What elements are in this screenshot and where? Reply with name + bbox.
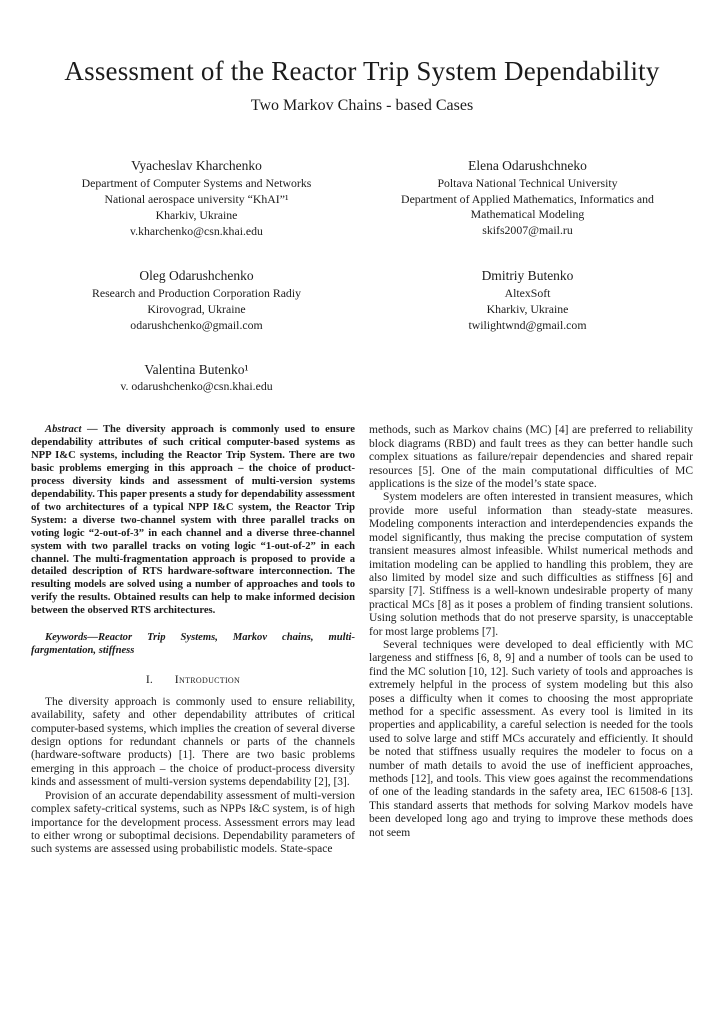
keywords-label: Keywords	[45, 632, 88, 644]
paper-subtitle: Two Markov Chains - based Cases	[250, 97, 474, 115]
author-email: v.kharchenko@csn.khai.edu	[130, 223, 263, 238]
author-affiliation-line: Poltava National Technical University	[437, 175, 618, 190]
author-row-3	[31, 361, 693, 395]
author-affiliation-line: National aerospace university “KhAI”¹	[104, 191, 289, 206]
paper-title: Assessment of the Reactor Trip System Dependability	[64, 56, 660, 86]
right-column	[369, 424, 693, 856]
intro-paragraph-1: The diversity approach is commonly used to ensure reliability, availability, safety and other dependability attributes of critical computer-based systems, which implies the creation of several diverse design options for redundant channels or parts of the channels (hardware-software products) [1]. There are two basic problems emerging in this approach – the choice of product-process diversity kinds and assessment of multi-version systems dependability [2], [3].	[31, 695, 355, 789]
author-block-oleg-odarushchenko	[31, 267, 362, 333]
abstract-paragraph	[31, 424, 355, 618]
author-affiliation-line: Department of Applied Mathematics, Informatics and Mathematical Modeling	[401, 191, 654, 221]
author-name: Elena Odarushchneko	[468, 158, 587, 174]
author-affiliation-line: Kharkiv, Ukraine	[155, 207, 238, 222]
author-row-2	[31, 267, 693, 333]
intro-paragraph-2: Provision of an accurate dependability assessment of multi-version complex safety-critical systems, such as NPPs I&C system, is of high importance for the development process. Assessment errors may lead to either wrong or suboptimal decisions. Dependability parameters of such systems are assessed using probabilistic models. State-space	[31, 789, 355, 856]
keywords-text: —Reactor Trip Systems, Markov chains, multi-fargmentation, stiffness	[31, 632, 355, 656]
author-name: Vyacheslav Kharchenko	[131, 158, 262, 174]
body-paragraph-2: System modelers are often interested in transient measures, which provide more useful information than steady-state measures. Modeling components interaction and interdependencies expands the model significantly, thus making the precise computation of system transient measures almost infeasible. Whilst numerical methods and imitation modeling can be applied to handling this problem, they are also limited by model size and such difficulties as stiffness [6] and sparsity [7]. Stiffness is a well-known undesirable property of many practical MCs [8] as it poses a problem of finding transient solutions. Using solution methods that do not preserve sparsity, is unacceptable for most large problems [7].	[369, 491, 693, 638]
author-email: v. odarushchenko@csn.khai.edu	[120, 379, 273, 394]
author-block-valentina-butenko	[31, 361, 362, 395]
author-name: Dmitriy Butenko	[481, 267, 574, 283]
author-row-1	[31, 157, 693, 239]
section-heading-introduction	[31, 672, 355, 687]
author-affiliation-line: Kirovograd, Ukraine	[147, 301, 246, 316]
abstract-label: Abstract	[45, 424, 82, 436]
author-block-kharchenko	[31, 157, 362, 239]
author-block-dmitriy-butenko	[362, 267, 693, 333]
title-block	[0, 0, 724, 115]
author-affiliation-line: Research and Production Corporation Radiy	[91, 285, 302, 300]
section-number: I.	[145, 671, 153, 686]
body-paragraph-continuation: methods, such as Markov chains (MC) [4] are preferred to reliability block diagrams (RBD) and fault trees as they can better handle such complex situations as failure/repair dependencies and shared repair resources [5]. One of the main computational difficulties of MC applications is the size of the model’s state space.	[369, 424, 693, 491]
abstract-text: — The diversity approach is commonly used to ensure dependability attributes of such critical computer-based systems as NPP I&C systems, including the Reactor Trip System. There are two basic problems emerging in this approach – the choice of product-process diversity kinds and assessment of multi-version systems dependability. This paper presents a study for dependability assessment of two architectures of a typical NPP I&C system, the Reactor Trip System: a diverse two-channel system with three parallel tracks on voting logic “2-out-of-3” in each channel and a diverse three-channel system with two parallel tracks on voting logic “1-out-of-2” in each channel. The multi-fragmentation approach is proposed to provide a detailed description of RTS hardware-software interconnection. The resulting models are solved using a number of approaches and tools to verify the results. Obtained results can help to make informed decision between the observed RTS architectures.	[31, 424, 355, 617]
author-name: Oleg Odarushchenko	[139, 267, 254, 283]
author-affiliation-line: Kharkiv, Ukraine	[486, 301, 569, 316]
left-column	[31, 424, 355, 856]
author-block-odarushchneko	[362, 157, 693, 239]
author-name: Valentina Butenko¹	[144, 361, 249, 377]
author-email: skifs2007@mail.ru	[482, 222, 573, 237]
author-affiliation-line: Department of Computer Systems and Networks	[81, 175, 312, 190]
section-title: Introduction	[174, 671, 241, 686]
keywords-paragraph	[31, 632, 355, 658]
body-paragraph-3: Several techniques were developed to deal efficiently with MC largeness and stiffness [6, 8, 9] and a number of tools can be used to find the MC solution [10, 12]. Such variety of tools and approaches is extremely helpful in the process of system modeling but this also poses a difficulty when it comes to choosing the most appropriate method for a specific assessment. As every tool is limited in its properties and applicability, a careful selection is needed for the tools used to solve large and stiff MCs accurately and efficiently. It should be noted that stiffness usually requires the modeler to focus on a number of math details to avoid the use of inefficient approaches, methods [12], and tools. This view goes against the recommendations of one of the leading standards in the safety area, IEC 61508-6 [13]. This standard asserts that methods for solving Markov models have been developed long ago and trying to improve these methods does not seem	[369, 638, 693, 839]
author-email: odarushchenko@gmail.com	[130, 317, 263, 332]
author-email: twilightwnd@gmail.com	[468, 317, 587, 332]
author-row-3-spacer	[362, 361, 693, 395]
author-affiliation-line: AltexSoft	[504, 285, 551, 300]
authors-block	[0, 157, 724, 394]
body-columns	[0, 424, 724, 856]
